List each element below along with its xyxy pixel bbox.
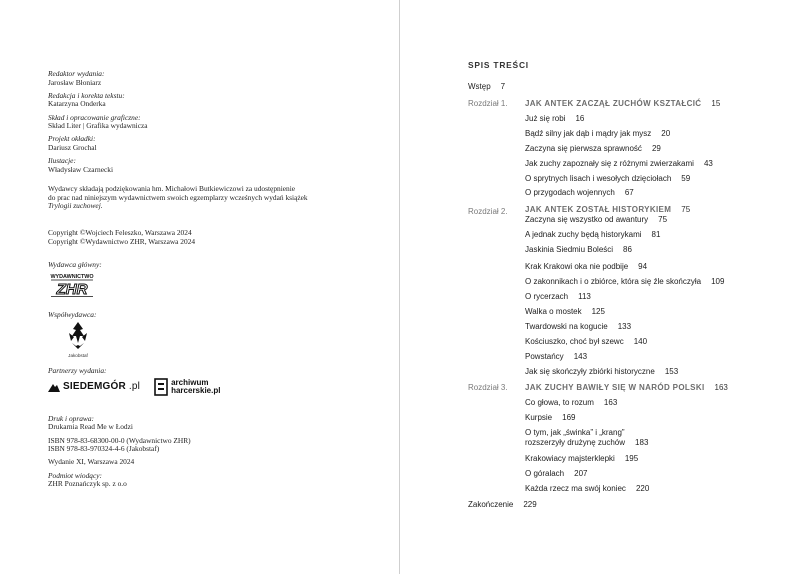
- editor-value: Jarosław Błoniarz: [48, 77, 102, 87]
- proof-value: Katarzyna Onderka: [48, 99, 106, 109]
- entry-title: Twardowski na kogucie: [525, 322, 608, 331]
- entry-page: 183: [635, 438, 649, 447]
- entry-title-continued: rozszerzyły drużynę zuchów: [525, 438, 626, 447]
- imprint-edition: [48, 458, 348, 467]
- jakobstaf-text: Jakobstaf: [68, 353, 88, 359]
- thanks-line-1: Wydawcy składają podziękowania hm. Michałowi Butkiewiczowi za udostępnienie: [48, 183, 296, 193]
- imprint-isbn: [48, 437, 348, 454]
- toc-entry: [525, 322, 631, 332]
- chapter-3-label: Rozdział 3.: [468, 383, 508, 392]
- chapter-3-page: 163: [714, 383, 728, 392]
- isbn-line-2: ISBN 978-83-970324-4-6 (Jakobstaf): [48, 444, 160, 454]
- zhr-publisher-logo: [48, 272, 96, 298]
- entry-title: Zaczyna się wszystko od awantury: [525, 215, 649, 224]
- toc-entry: [525, 144, 661, 154]
- entry-page: 163: [603, 398, 618, 407]
- archiwum-line-2: harcerskie.pl: [171, 386, 221, 396]
- layout-label: Skład i opracowanie graficzne:: [48, 112, 141, 122]
- chapter-1-heading: [525, 99, 720, 109]
- archiwum-line-1: archiwum: [171, 377, 209, 387]
- archiwum-harcerskie-logo: [154, 378, 220, 396]
- toc-ending: [468, 500, 537, 510]
- chapter-3-title: JAK ZUCHY BAWIŁY SIĘ W NARÓD POLSKI: [525, 383, 705, 392]
- entry-title: Jak zuchy zapoznały się z różnymi zwierzakami: [525, 159, 694, 168]
- toc-entry: [525, 469, 588, 479]
- entry-title: O przygodach wojennych: [525, 188, 615, 197]
- intro-page: 7: [500, 82, 506, 91]
- imprint-partners: [48, 367, 348, 397]
- edition-value: Wydanie XI, Warszawa 2024: [48, 457, 135, 467]
- imprint-thanks: [48, 185, 348, 211]
- entry-title: O rycerzach: [525, 292, 569, 301]
- entry-title: O zakonnikach i o zbiórce, która się źle skończyła: [525, 277, 702, 286]
- entry-title: Krak Krakowi oka nie podbije: [525, 262, 629, 271]
- copyright-line-2: Copyright ©Wydawnictwo ZHR, Warszawa 2024: [48, 236, 196, 246]
- toc-entry: [525, 337, 647, 347]
- entry-title: Każda rzecz ma swój koniec: [525, 484, 626, 493]
- entry-title: A jednak zuchy będą historykami: [525, 230, 642, 239]
- entry-title: Walka o mostek: [525, 307, 582, 316]
- imprint-proofreading: [48, 92, 348, 109]
- chapter-1-label: Rozdział 1.: [468, 99, 508, 108]
- entry-page: 220: [635, 484, 650, 493]
- entry-title: O sprytnych lisach i wesołych dzięciołach: [525, 174, 672, 183]
- toc-entry: [525, 129, 670, 139]
- siedemgor-text: SIEDEMGÓR: [63, 380, 126, 392]
- main-publisher-label: Wydawca główny:: [48, 260, 102, 270]
- chapter-1-page: 15: [711, 99, 721, 108]
- printer-value: Drukarnia Read Me w Łodzi: [48, 422, 133, 432]
- entry-page: 140: [633, 337, 648, 346]
- partners-label: Partnerzy wydania:: [48, 365, 107, 375]
- toc-entry: [525, 188, 634, 198]
- entry-title: Jaskinia Siedmiu Boleści: [525, 245, 614, 254]
- entry-title: Co głowa, to rozum: [525, 398, 594, 407]
- entry-page: 133: [617, 322, 632, 331]
- entry-page: 81: [651, 230, 661, 239]
- toc-entry: [525, 215, 667, 225]
- editor-label: Redaktor wydania:: [48, 69, 105, 78]
- print-label: Druk i oprawa:: [48, 413, 94, 423]
- toc-entry: [525, 230, 660, 240]
- entry-title: Zaczyna się pierwsza sprawność: [525, 144, 642, 153]
- entry-page: 113: [578, 292, 591, 301]
- ending-label: Zakończenie: [468, 500, 514, 509]
- chapter-2-label: Rozdział 2.: [468, 207, 508, 216]
- entry-title: Kościuszko, choć był szewc: [525, 337, 624, 346]
- mountain-icon: [48, 382, 60, 392]
- imprint-page: [0, 0, 399, 574]
- imprint-copyright: [48, 229, 348, 246]
- entry-title: Jak się skończyły zbiórki historyczne: [525, 367, 655, 376]
- entry-title: Bądź silny jak dąb i mądry jak mysz: [525, 129, 652, 138]
- zhr-logo-top-text: WYDAWNICTWO: [50, 273, 94, 280]
- chapter-2-heading: [525, 205, 690, 215]
- entry-title: Kurpsie: [525, 413, 553, 422]
- imprint-lead-entity: [48, 472, 348, 489]
- imprint-main-publisher: [48, 261, 348, 300]
- lead-entity-value: ZHR Poznańczyk sp. z o.o: [48, 479, 127, 489]
- zhr-logo-main-text: ZHR: [56, 280, 88, 298]
- toc-entry: [525, 413, 575, 423]
- archive-box-icon: [154, 378, 168, 396]
- imprint-printing: [48, 415, 348, 432]
- illustrations-label: Ilustacje:: [48, 156, 76, 166]
- chapter-3-heading: [525, 383, 728, 393]
- entry-title: O góralach: [525, 469, 565, 478]
- entry-page: 20: [661, 129, 671, 138]
- imprint-editor: [48, 70, 348, 87]
- entry-title: Krakowiacy majsterklepki: [525, 454, 615, 463]
- copyright-line-1: Copyright ©Wojciech Feleszko, Warszawa 2024: [48, 228, 192, 238]
- entry-page: 43: [703, 159, 713, 168]
- toc-intro: [468, 82, 505, 92]
- entry-page: 143: [573, 352, 588, 361]
- illustrations-value: Władysław Czarnecki: [48, 164, 114, 174]
- toc-entry: [525, 484, 649, 494]
- toc-entry: [525, 292, 591, 302]
- thanks-line-3: Trylogii zuchowej.: [48, 201, 103, 211]
- toc-title: SPIS TREŚCI: [468, 60, 529, 70]
- entry-page: 169: [562, 413, 576, 422]
- chapter-1-title: JAK ANTEK ZACZĄŁ ZUCHÓW KSZTAŁCIĆ: [525, 99, 702, 108]
- cover-value: Dariusz Grochal: [48, 142, 97, 152]
- toc-entry: [525, 174, 690, 184]
- partners-logos: [48, 378, 348, 396]
- entry-title: O tym, jak „świnka” i „krang”: [525, 428, 625, 437]
- entry-page: 86: [623, 245, 632, 254]
- entry-title: Już się robi: [525, 114, 566, 123]
- entry-page: 125: [591, 307, 605, 316]
- entry-page: 207: [574, 469, 588, 478]
- imprint-cover: [48, 135, 348, 152]
- toc-entry: [525, 367, 678, 377]
- siedemgor-tld: .pl: [128, 380, 141, 392]
- toc-entry: [525, 245, 632, 255]
- cover-label: Projekt okładki:: [48, 134, 96, 144]
- proof-label: Redakcja i korekta tekstu:: [48, 90, 125, 100]
- ending-page: 229: [523, 500, 537, 509]
- chapter-2-title: JAK ANTEK ZOSTAŁ HISTORYKIEM: [525, 205, 672, 214]
- entry-page: 29: [651, 144, 661, 153]
- toc-entry: [525, 262, 647, 272]
- toc-entry: [525, 114, 584, 124]
- toc-entry: [525, 277, 724, 287]
- siedemgor-logo: [48, 382, 140, 392]
- entry-page: 153: [664, 367, 679, 376]
- toc-entry: [525, 428, 725, 448]
- lead-entity-label: Podmiot wiodący:: [48, 470, 102, 480]
- imprint-copublisher: [48, 311, 348, 362]
- entry-page: 94: [638, 262, 648, 271]
- toc-entry: [525, 454, 638, 464]
- chapter-2-page: 75: [681, 205, 691, 214]
- toc-entry: [525, 307, 605, 317]
- imprint-layout: [48, 114, 348, 131]
- jakobstaf-logo: [60, 319, 96, 359]
- toc-entry: [525, 398, 617, 408]
- entry-page: 109: [711, 277, 725, 286]
- entry-page: 67: [624, 188, 634, 197]
- intro-label: Wstęp: [468, 82, 491, 91]
- entry-page: 75: [658, 215, 668, 224]
- copublisher-label: Współwydawca:: [48, 309, 97, 319]
- thanks-line-2: do prac nad niniejszym wydawnictwem swoich egzemplarzy wcześnych wydań książek: [48, 192, 308, 202]
- entry-page: 59: [681, 174, 691, 183]
- entry-page: 195: [624, 454, 639, 463]
- isbn-line-1: ISBN 978-83-68300-00-0 (Wydawnictwo ZHR): [48, 435, 191, 445]
- imprint: [48, 70, 348, 493]
- toc-entry: [525, 159, 713, 169]
- toc-entry: [525, 352, 587, 362]
- imprint-illustrations: [48, 157, 348, 174]
- entry-page: 16: [575, 114, 585, 123]
- layout-value: Skład Liter | Grafika wydawnicza: [48, 121, 148, 131]
- entry-title: Powstańcy: [525, 352, 564, 361]
